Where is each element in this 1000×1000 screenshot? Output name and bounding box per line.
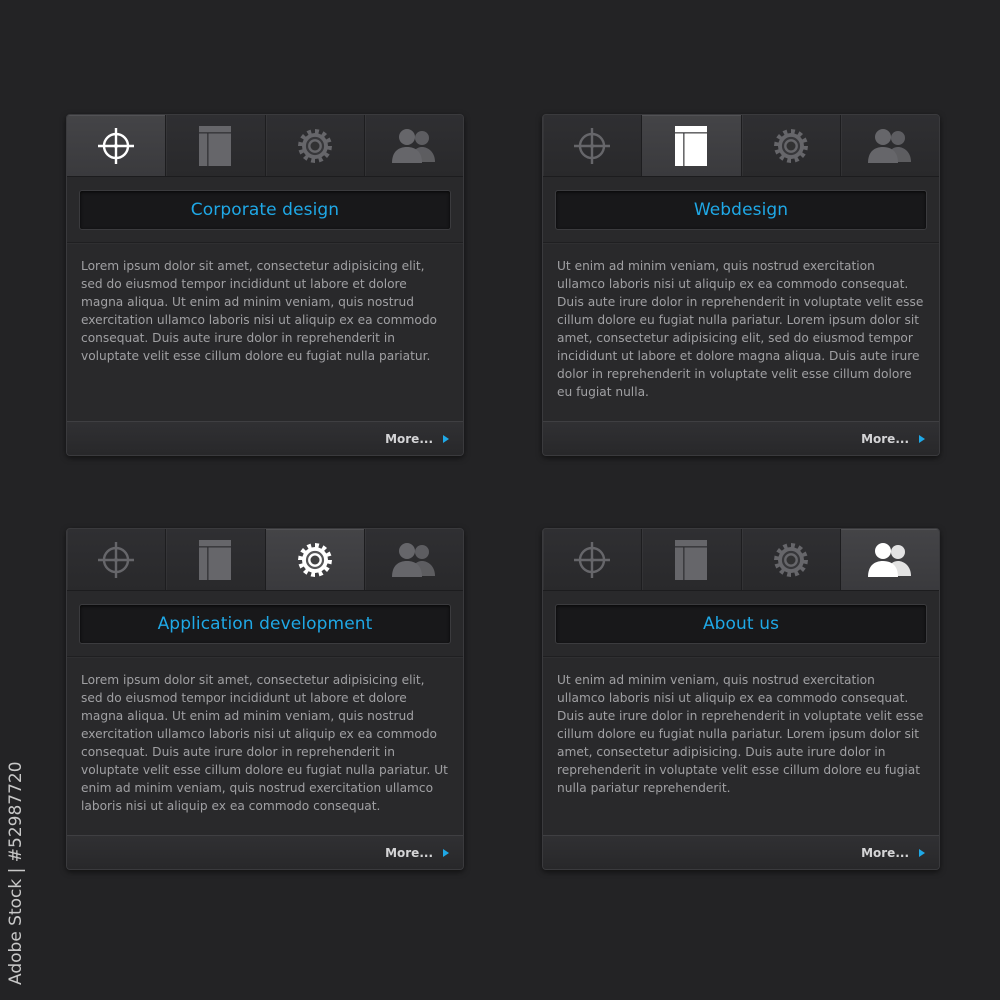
more-label: More... [385,845,433,860]
layout-icon [198,125,232,167]
users-icon [865,126,915,166]
panel-body-text: Lorem ipsum dolor sit amet, consectetur adipisicing elit, sed do eiusmod tempor incididunt ut labore et dolore magna aliqua. Ut enim ad minim veniam, quis nostrud exercitation ullamco laboris nisi ut aliquip ex ea commodo consequat. Duis aute irure dolor in reprehenderit in voluptate velit esse cillum dolore eu fugiat nulla pariatur. [81,259,438,363]
tab-layout[interactable] [642,115,741,176]
crosshair-icon [572,540,612,580]
tab-crosshair[interactable] [67,529,166,590]
crosshair-icon [96,126,136,166]
tab-crosshair[interactable] [543,115,642,176]
tab-gear[interactable] [266,115,365,176]
tab-gear[interactable] [742,529,841,590]
tab-layout[interactable] [166,115,265,176]
tab-gear[interactable] [266,529,365,590]
tab-crosshair[interactable] [67,115,166,176]
tab-layout[interactable] [642,529,741,590]
crosshair-icon [572,126,612,166]
title-area [543,177,939,243]
layout-icon [674,539,708,581]
panel-footer [543,421,939,455]
panel-title: Corporate design [79,190,451,230]
arrow-right-icon [919,435,925,443]
more-link[interactable] [385,432,449,446]
layout-icon [198,539,232,581]
panel-title: Application development [79,604,451,644]
title-area [67,591,463,657]
tab-users[interactable] [365,115,463,176]
stock-id-watermark [4,761,28,985]
more-label: More... [861,431,909,446]
arrow-right-icon [443,435,449,443]
tab-layout[interactable] [166,529,265,590]
tab-users[interactable] [841,529,939,590]
panel-body-text: Ut enim ad minim veniam, quis nostrud exercitation ullamco laboris nisi ut aliquip ex ea commodo consequat. Duis aute irure dolor in reprehenderit in voluptate velit esse cillum dolore eu fugiat nulla pariatur. Lorem ipsum dolor sit amet, consectetur adipisicing. Duis aute irure dolor in reprehenderit in voluptate velit esse cillum dolore eu fugiat nulla pariatur reprehenderit. [557,673,924,795]
tab-crosshair[interactable] [543,529,642,590]
more-link[interactable] [861,846,925,860]
gear-icon [771,126,811,166]
panel-application-development [66,528,464,870]
users-icon [389,540,439,580]
more-link[interactable] [385,846,449,860]
gear-icon [295,126,335,166]
layout-icon [674,125,708,167]
panel-body-text: Ut enim ad minim veniam, quis nostrud exercitation ullamco laboris nisi ut aliquip ex ea commodo consequat. Duis aute irure dolor in reprehenderit in voluptate velit esse cillum dolore eu fugiat nulla pariatur. Lorem ipsum dolor sit amet, consectetur adipisicing elit, sed do eiusmod tempor incididunt ut labore et dolore magna aliqua. Duis aute irure dolor in reprehenderit in voluptate velit esse cillum dolore eu fugiat nulla. [557,259,924,399]
panel-footer [67,421,463,455]
tab-gear[interactable] [742,115,841,176]
tab-bar [67,115,463,177]
panel-footer [543,835,939,869]
tab-bar [543,115,939,177]
arrow-right-icon [443,849,449,857]
crosshair-icon [96,540,136,580]
arrow-right-icon [919,849,925,857]
panel-webdesign [542,114,940,456]
gear-icon [771,540,811,580]
panel-body-text: Lorem ipsum dolor sit amet, consectetur adipisicing elit, sed do eiusmod tempor incididunt ut labore et dolore magna aliqua. Ut enim ad minim veniam, quis nostrud exercitation ullamco laboris nisi ut aliquip ex ea commodo consequat. Duis aute irure dolor in reprehenderit in voluptate velit esse cillum dolore eu fugiat nulla pariatur. Ut enim ad minim veniam, quis nostrud exercitation ullamco laboris nisi ut aliquip ex ea commodo consequat. [81,673,448,813]
tab-users[interactable] [365,529,463,590]
more-label: More... [385,431,433,446]
gear-icon [295,540,335,580]
users-icon [389,126,439,166]
users-icon [865,540,915,580]
tab-bar [543,529,939,591]
title-area [67,177,463,243]
panel-about-us [542,528,940,870]
stock-id-text: Adobe Stock | #52987720 [6,761,26,985]
panel-title: About us [555,604,927,644]
tab-users[interactable] [841,115,939,176]
panel-corporate-design [66,114,464,456]
title-area [543,591,939,657]
panel-footer [67,835,463,869]
more-label: More... [861,845,909,860]
more-link[interactable] [861,432,925,446]
panel-title: Webdesign [555,190,927,230]
tab-bar [67,529,463,591]
